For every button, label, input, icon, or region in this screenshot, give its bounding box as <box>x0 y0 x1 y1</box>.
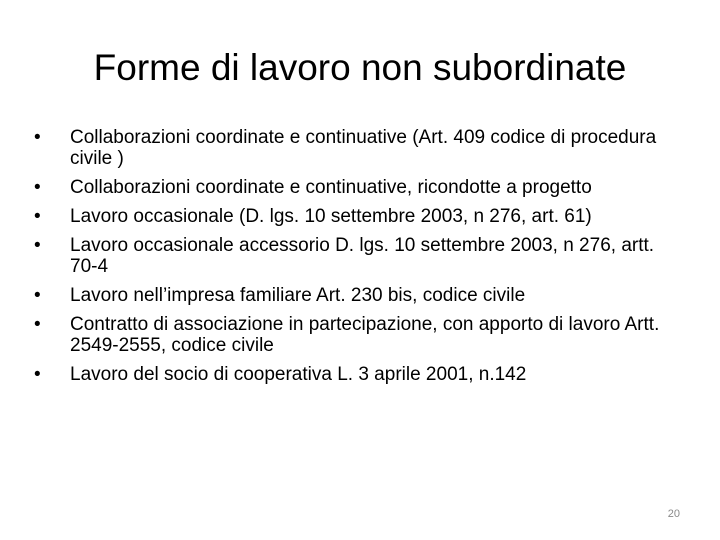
bullet-icon: • <box>34 285 41 306</box>
list-item <box>34 285 684 306</box>
list-item-text: Collaborazioni coordinate e continuative (Art. 409 codice di procedura civile ) <box>70 127 657 169</box>
list-item <box>34 177 684 198</box>
bullet-icon: • <box>34 206 41 227</box>
bullet-icon: • <box>34 235 41 256</box>
list-item-text: Lavoro nell’impresa familiare Art. 230 bis, codice civile <box>70 285 526 306</box>
list-item-text: Contratto di associazione in partecipazione, con apporto di lavoro Artt. 2549-2555, codice civile <box>70 314 660 356</box>
list-item-text: Collaborazioni coordinate e continuative, ricondotte a progetto <box>70 177 592 198</box>
bullet-icon: • <box>34 127 41 148</box>
list-item <box>34 314 684 356</box>
bullet-list <box>34 127 684 393</box>
list-item <box>34 364 684 385</box>
list-item-text: Lavoro occasionale (D. lgs. 10 settembre 2003, n 276, art. 61) <box>70 206 592 227</box>
bullet-icon: • <box>34 314 41 335</box>
bullet-icon: • <box>34 364 41 385</box>
list-item-text: Lavoro occasionale accessorio D. lgs. 10 settembre 2003, n 276, artt. 70-4 <box>70 235 655 277</box>
page-number: 20 <box>667 508 680 520</box>
bullet-icon: • <box>34 177 41 198</box>
list-item-text: Lavoro del socio di cooperativa L. 3 aprile 2001, n.142 <box>70 364 527 385</box>
slide-title: Forme di lavoro non subordinate <box>93 47 627 88</box>
list-item <box>34 206 684 227</box>
list-item <box>34 127 684 169</box>
list-item <box>34 235 684 277</box>
